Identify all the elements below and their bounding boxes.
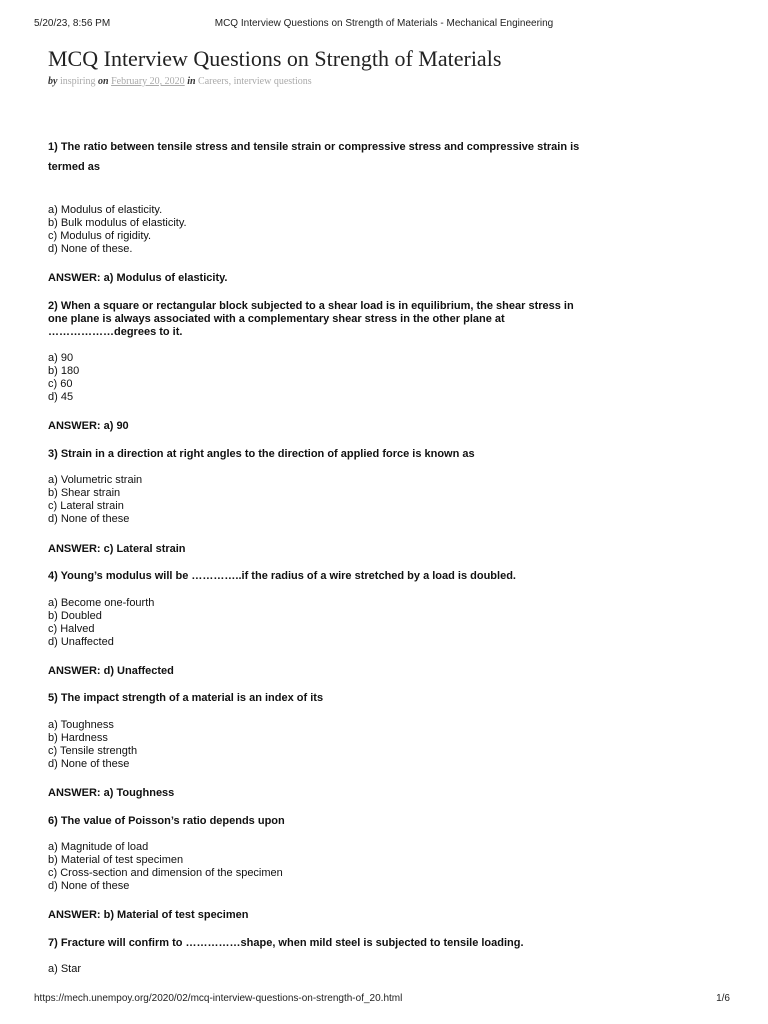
question-3-option-c: c) Lateral strain [48,500,124,512]
question-3-option-b: b) Shear strain [48,487,121,499]
byline-date-link[interactable]: February 20, 2020 [111,76,185,87]
question-4-option-d: d) Unaffected [48,636,114,648]
question-5-line-1: 5) The impact strength of a material is an index of its [48,692,324,704]
question-2-line-1: 2) When a square or rectangular block subjected to a shear load is in equilibrium, the shear stress in [48,300,574,312]
question-2-option-c: c) 60 [48,378,73,390]
question-7-option-a: a) Star [48,963,82,975]
question-2-answer: ANSWER: a) 90 [48,420,129,432]
question-2-line-3: ………………degrees to it. [48,326,183,338]
question-5-answer: ANSWER: a) Toughness [48,787,175,799]
question-1-option-b: b) Bulk modulus of elasticity. [48,217,187,229]
question-3-line-1: 3) Strain in a direction at right angles to the direction of applied force is known as [48,448,475,460]
print-footer [0,993,768,1007]
article-byline [48,76,312,87]
question-2-option-a: a) 90 [48,352,74,364]
byline-in-label: in [187,76,196,87]
question-1-line-2: termed as [48,161,100,173]
question-1-option-c: c) Modulus of rigidity. [48,230,152,242]
question-6-option-c: c) Cross-section and dimension of the specimen [48,867,283,879]
byline-on-label: on [98,76,109,87]
byline-categories-link[interactable]: Careers, interview questions [198,76,312,87]
question-1-answer: ANSWER: a) Modulus of elasticity. [48,272,228,284]
question-4-line-1: 4) Young’s modulus will be …………..if the radius of a wire stretched by a load is doubled. [48,570,516,582]
question-5-option-b: b) Hardness [48,732,108,744]
print-url: https://mech.unempoy.org/2020/02/mcq-interview-questions-on-strength-of_20.html [34,993,403,1004]
question-4-answer: ANSWER: d) Unaffected [48,665,174,677]
question-6-line-1: 6) The value of Poisson’s ratio depends upon [48,815,285,827]
question-3-answer: ANSWER: c) Lateral strain [48,543,186,555]
question-2-line-2: one plane is always associated with a complementary shear stress in the other plane at [48,313,505,325]
question-3-option-a: a) Volumetric strain [48,474,143,486]
byline-author-link[interactable]: inspiring [59,76,96,87]
question-4-option-b: b) Doubled [48,610,102,622]
question-6-option-a: a) Magnitude of load [48,841,149,853]
question-7-line-1: 7) Fracture will confirm to ……………shape, when mild steel is subjected to tensile loading. [48,937,524,949]
question-1-option-a: a) Modulus of elasticity. [48,204,163,216]
question-1-option-d: d) None of these. [48,243,133,255]
question-5-option-d: d) None of these [48,758,130,770]
print-datetime: 5/20/23, 8:56 PM [34,18,111,29]
question-3-option-d: d) None of these [48,513,130,525]
article-title: MCQ Interview Questions on Strength of Materials [48,46,502,71]
question-4-option-c: c) Halved [48,623,95,635]
question-5-option-a: a) Toughness [48,719,114,731]
question-4-option-a: a) Become one-fourth [48,597,155,609]
byline-by-label: by [48,76,58,87]
question-2-option-d: d) 45 [48,391,74,403]
question-6-option-d: d) None of these [48,880,130,892]
print-page-number: 1/6 [716,993,730,1004]
question-5-option-c: c) Tensile strength [48,745,138,757]
question-1-line-1: 1) The ratio between tensile stress and tensile strain or compressive stress and compressive strain is [48,141,580,153]
question-6-option-b: b) Material of test specimen [48,854,184,866]
print-header [0,18,768,32]
question-6-answer: ANSWER: b) Material of test specimen [48,909,249,921]
print-page-title: MCQ Interview Questions on Strength of Materials - Mechanical Engineering [214,18,554,29]
question-2-option-b: b) 180 [48,365,80,377]
